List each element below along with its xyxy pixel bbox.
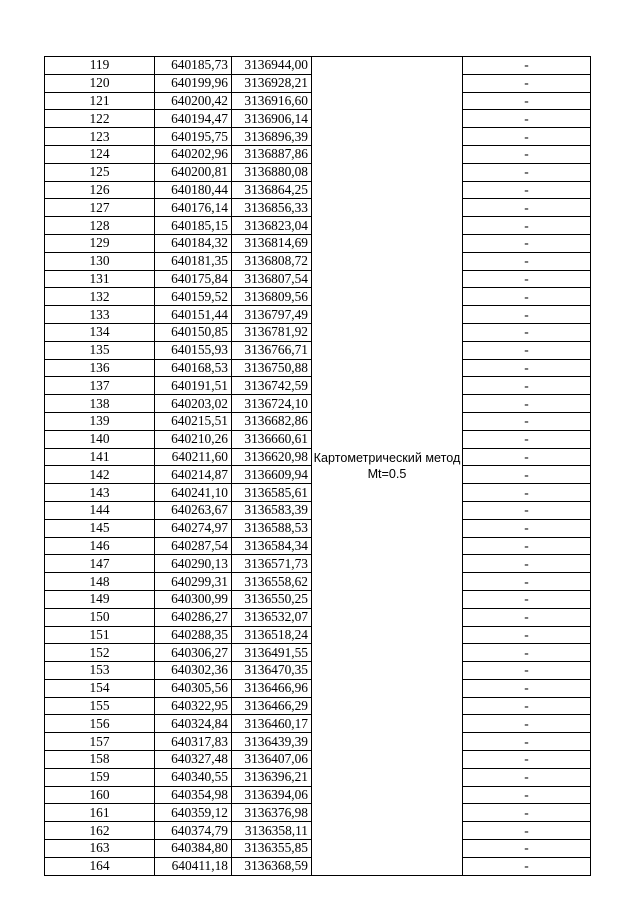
x-coordinate-cell: 640299,31 — [155, 573, 232, 591]
accuracy-cell: - — [463, 74, 591, 92]
x-coordinate-cell: 640215,51 — [155, 412, 232, 430]
point-number-cell: 120 — [45, 74, 155, 92]
accuracy-cell: - — [463, 395, 591, 413]
accuracy-cell: - — [463, 181, 591, 199]
point-number-cell: 122 — [45, 110, 155, 128]
accuracy-cell: - — [463, 270, 591, 288]
y-coordinate-cell: 3136532,07 — [232, 608, 312, 626]
accuracy-cell: - — [463, 466, 591, 484]
point-number-cell: 138 — [45, 395, 155, 413]
y-coordinate-cell: 3136355,85 — [232, 840, 312, 858]
point-number-cell: 136 — [45, 359, 155, 377]
y-coordinate-cell: 3136368,59 — [232, 857, 312, 875]
y-coordinate-cell: 3136944,00 — [232, 57, 312, 75]
x-coordinate-cell: 640199,96 — [155, 74, 232, 92]
point-number-cell: 146 — [45, 537, 155, 555]
accuracy-cell: - — [463, 786, 591, 804]
x-coordinate-cell: 640322,95 — [155, 697, 232, 715]
y-coordinate-cell: 3136609,94 — [232, 466, 312, 484]
x-coordinate-cell: 640180,44 — [155, 181, 232, 199]
x-coordinate-cell: 640151,44 — [155, 306, 232, 324]
y-coordinate-cell: 3136660,61 — [232, 430, 312, 448]
x-coordinate-cell: 640354,98 — [155, 786, 232, 804]
accuracy-cell: - — [463, 128, 591, 146]
y-coordinate-cell: 3136394,06 — [232, 786, 312, 804]
y-coordinate-cell: 3136807,54 — [232, 270, 312, 288]
point-number-cell: 157 — [45, 733, 155, 751]
x-coordinate-cell: 640384,80 — [155, 840, 232, 858]
point-number-cell: 143 — [45, 484, 155, 502]
x-coordinate-cell: 640288,35 — [155, 626, 232, 644]
accuracy-cell: - — [463, 555, 591, 573]
accuracy-cell: - — [463, 412, 591, 430]
y-coordinate-cell: 3136724,10 — [232, 395, 312, 413]
point-number-cell: 152 — [45, 644, 155, 662]
point-number-cell: 129 — [45, 234, 155, 252]
accuracy-cell: - — [463, 679, 591, 697]
y-coordinate-cell: 3136396,21 — [232, 768, 312, 786]
y-coordinate-cell: 3136583,39 — [232, 501, 312, 519]
y-coordinate-cell: 3136928,21 — [232, 74, 312, 92]
point-number-cell: 123 — [45, 128, 155, 146]
coordinates-table — [44, 56, 591, 876]
point-number-cell: 119 — [45, 57, 155, 75]
point-number-cell: 124 — [45, 145, 155, 163]
accuracy-cell: - — [463, 662, 591, 680]
y-coordinate-cell: 3136766,71 — [232, 341, 312, 359]
point-number-cell: 131 — [45, 270, 155, 288]
accuracy-cell: - — [463, 217, 591, 235]
accuracy-cell: - — [463, 199, 591, 217]
y-coordinate-cell: 3136880,08 — [232, 163, 312, 181]
point-number-cell: 144 — [45, 501, 155, 519]
x-coordinate-cell: 640194,47 — [155, 110, 232, 128]
point-number-cell: 139 — [45, 412, 155, 430]
y-coordinate-cell: 3136376,98 — [232, 804, 312, 822]
accuracy-cell: - — [463, 323, 591, 341]
y-coordinate-cell: 3136550,25 — [232, 590, 312, 608]
x-coordinate-cell: 640175,84 — [155, 270, 232, 288]
point-number-cell: 161 — [45, 804, 155, 822]
point-number-cell: 142 — [45, 466, 155, 484]
point-number-cell: 164 — [45, 857, 155, 875]
y-coordinate-cell: 3136809,56 — [232, 288, 312, 306]
table-row — [45, 57, 591, 75]
point-number-cell: 137 — [45, 377, 155, 395]
y-coordinate-cell: 3136358,11 — [232, 822, 312, 840]
y-coordinate-cell: 3136491,55 — [232, 644, 312, 662]
point-number-cell: 133 — [45, 306, 155, 324]
point-number-cell: 158 — [45, 751, 155, 769]
point-number-cell: 128 — [45, 217, 155, 235]
y-coordinate-cell: 3136439,39 — [232, 733, 312, 751]
point-number-cell: 155 — [45, 697, 155, 715]
point-number-cell: 132 — [45, 288, 155, 306]
x-coordinate-cell: 640287,54 — [155, 537, 232, 555]
x-coordinate-cell: 640374,79 — [155, 822, 232, 840]
accuracy-cell: - — [463, 163, 591, 181]
accuracy-cell: - — [463, 341, 591, 359]
x-coordinate-cell: 640168,53 — [155, 359, 232, 377]
x-coordinate-cell: 640290,13 — [155, 555, 232, 573]
accuracy-cell: - — [463, 359, 591, 377]
point-number-cell: 160 — [45, 786, 155, 804]
accuracy-cell: - — [463, 590, 591, 608]
point-number-cell: 121 — [45, 92, 155, 110]
y-coordinate-cell: 3136588,53 — [232, 519, 312, 537]
point-number-cell: 153 — [45, 662, 155, 680]
x-coordinate-cell: 640241,10 — [155, 484, 232, 502]
point-number-cell: 134 — [45, 323, 155, 341]
accuracy-cell: - — [463, 768, 591, 786]
accuracy-cell: - — [463, 484, 591, 502]
y-coordinate-cell: 3136470,35 — [232, 662, 312, 680]
accuracy-cell: - — [463, 840, 591, 858]
y-coordinate-cell: 3136887,86 — [232, 145, 312, 163]
y-coordinate-cell: 3136781,92 — [232, 323, 312, 341]
y-coordinate-cell: 3136896,39 — [232, 128, 312, 146]
x-coordinate-cell: 640159,52 — [155, 288, 232, 306]
x-coordinate-cell: 640203,02 — [155, 395, 232, 413]
y-coordinate-cell: 3136856,33 — [232, 199, 312, 217]
x-coordinate-cell: 640195,75 — [155, 128, 232, 146]
accuracy-cell: - — [463, 519, 591, 537]
y-coordinate-cell: 3136864,25 — [232, 181, 312, 199]
point-number-cell: 148 — [45, 573, 155, 591]
x-coordinate-cell: 640181,35 — [155, 252, 232, 270]
accuracy-cell: - — [463, 857, 591, 875]
accuracy-cell: - — [463, 501, 591, 519]
coordinates-table-body — [45, 57, 591, 876]
accuracy-cell: - — [463, 537, 591, 555]
accuracy-cell: - — [463, 430, 591, 448]
point-number-cell: 125 — [45, 163, 155, 181]
point-number-cell: 162 — [45, 822, 155, 840]
accuracy-cell: - — [463, 644, 591, 662]
point-number-cell: 145 — [45, 519, 155, 537]
x-coordinate-cell: 640210,26 — [155, 430, 232, 448]
point-number-cell: 141 — [45, 448, 155, 466]
accuracy-cell: - — [463, 608, 591, 626]
point-number-cell: 127 — [45, 199, 155, 217]
y-coordinate-cell: 3136906,14 — [232, 110, 312, 128]
y-coordinate-cell: 3136584,34 — [232, 537, 312, 555]
y-coordinate-cell: 3136823,04 — [232, 217, 312, 235]
x-coordinate-cell: 640302,36 — [155, 662, 232, 680]
x-coordinate-cell: 640411,18 — [155, 857, 232, 875]
method-cell: Картометрический метод Mt=0.5 — [312, 57, 463, 876]
accuracy-cell: - — [463, 804, 591, 822]
point-number-cell: 149 — [45, 590, 155, 608]
x-coordinate-cell: 640317,83 — [155, 733, 232, 751]
x-coordinate-cell: 640305,56 — [155, 679, 232, 697]
accuracy-cell: - — [463, 626, 591, 644]
x-coordinate-cell: 640185,15 — [155, 217, 232, 235]
x-coordinate-cell: 640327,48 — [155, 751, 232, 769]
y-coordinate-cell: 3136797,49 — [232, 306, 312, 324]
accuracy-cell: - — [463, 751, 591, 769]
x-coordinate-cell: 640274,97 — [155, 519, 232, 537]
accuracy-cell: - — [463, 448, 591, 466]
x-coordinate-cell: 640184,32 — [155, 234, 232, 252]
point-number-cell: 156 — [45, 715, 155, 733]
point-number-cell: 159 — [45, 768, 155, 786]
x-coordinate-cell: 640263,67 — [155, 501, 232, 519]
x-coordinate-cell: 640191,51 — [155, 377, 232, 395]
accuracy-cell: - — [463, 145, 591, 163]
y-coordinate-cell: 3136742,59 — [232, 377, 312, 395]
accuracy-cell: - — [463, 573, 591, 591]
y-coordinate-cell: 3136518,24 — [232, 626, 312, 644]
x-coordinate-cell: 640340,55 — [155, 768, 232, 786]
x-coordinate-cell: 640214,87 — [155, 466, 232, 484]
point-number-cell: 140 — [45, 430, 155, 448]
y-coordinate-cell: 3136814,69 — [232, 234, 312, 252]
point-number-cell: 135 — [45, 341, 155, 359]
point-number-cell: 147 — [45, 555, 155, 573]
x-coordinate-cell: 640306,27 — [155, 644, 232, 662]
accuracy-cell: - — [463, 715, 591, 733]
accuracy-cell: - — [463, 697, 591, 715]
point-number-cell: 126 — [45, 181, 155, 199]
accuracy-cell: - — [463, 110, 591, 128]
y-coordinate-cell: 3136620,98 — [232, 448, 312, 466]
x-coordinate-cell: 640211,60 — [155, 448, 232, 466]
y-coordinate-cell: 3136407,06 — [232, 751, 312, 769]
x-coordinate-cell: 640155,93 — [155, 341, 232, 359]
y-coordinate-cell: 3136682,86 — [232, 412, 312, 430]
y-coordinate-cell: 3136460,17 — [232, 715, 312, 733]
x-coordinate-cell: 640202,96 — [155, 145, 232, 163]
x-coordinate-cell: 640185,73 — [155, 57, 232, 75]
x-coordinate-cell: 640359,12 — [155, 804, 232, 822]
point-number-cell: 150 — [45, 608, 155, 626]
accuracy-cell: - — [463, 234, 591, 252]
accuracy-cell: - — [463, 92, 591, 110]
x-coordinate-cell: 640286,27 — [155, 608, 232, 626]
point-number-cell: 154 — [45, 679, 155, 697]
x-coordinate-cell: 640324,84 — [155, 715, 232, 733]
point-number-cell: 163 — [45, 840, 155, 858]
y-coordinate-cell: 3136916,60 — [232, 92, 312, 110]
accuracy-cell: - — [463, 57, 591, 75]
y-coordinate-cell: 3136466,96 — [232, 679, 312, 697]
x-coordinate-cell: 640300,99 — [155, 590, 232, 608]
y-coordinate-cell: 3136808,72 — [232, 252, 312, 270]
y-coordinate-cell: 3136585,61 — [232, 484, 312, 502]
point-number-cell: 151 — [45, 626, 155, 644]
y-coordinate-cell: 3136558,62 — [232, 573, 312, 591]
accuracy-cell: - — [463, 822, 591, 840]
y-coordinate-cell: 3136571,73 — [232, 555, 312, 573]
x-coordinate-cell: 640150,85 — [155, 323, 232, 341]
accuracy-cell: - — [463, 252, 591, 270]
x-coordinate-cell: 640176,14 — [155, 199, 232, 217]
point-number-cell: 130 — [45, 252, 155, 270]
x-coordinate-cell: 640200,81 — [155, 163, 232, 181]
accuracy-cell: - — [463, 306, 591, 324]
accuracy-cell: - — [463, 733, 591, 751]
y-coordinate-cell: 3136466,29 — [232, 697, 312, 715]
accuracy-cell: - — [463, 288, 591, 306]
x-coordinate-cell: 640200,42 — [155, 92, 232, 110]
accuracy-cell: - — [463, 377, 591, 395]
y-coordinate-cell: 3136750,88 — [232, 359, 312, 377]
